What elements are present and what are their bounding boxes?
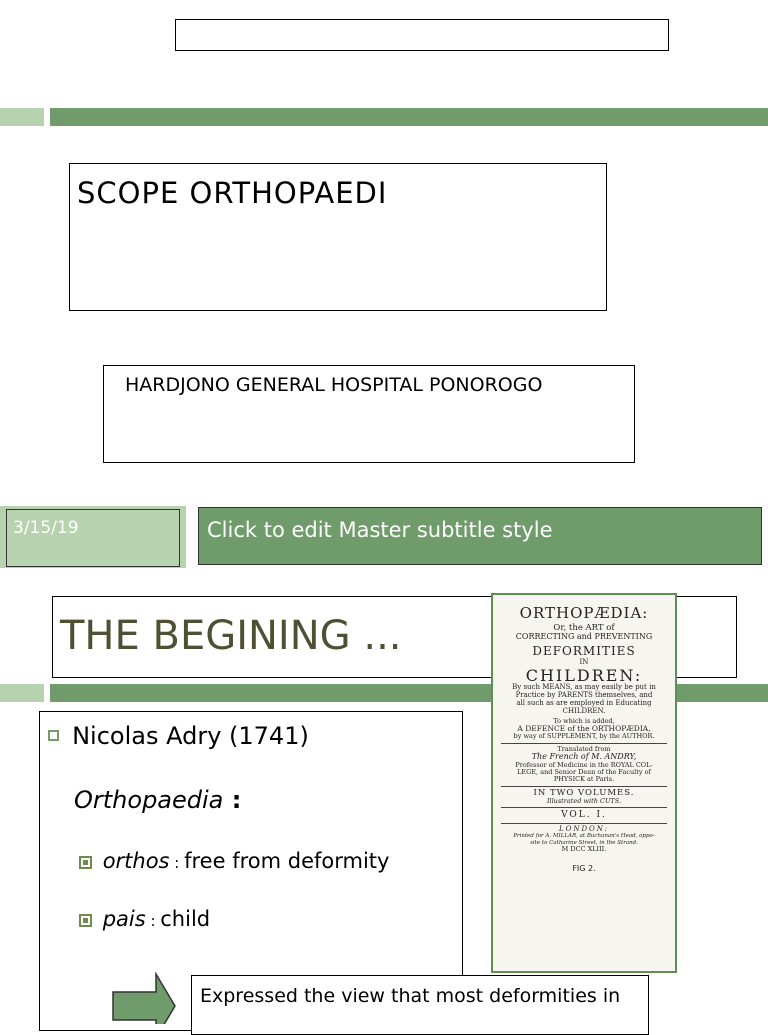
pais-meaning: child	[160, 907, 211, 931]
slide2-title: THE BEGINING ...	[60, 613, 402, 659]
book-line: CHILDREN:	[525, 665, 643, 685]
top-placeholder-box	[175, 19, 669, 51]
book-line: LONDON:	[558, 824, 610, 833]
book-line: IN	[579, 657, 589, 666]
book-line: LEGE, and Senior Dean of the Faculty of	[517, 768, 651, 777]
book-line: all such as are employed in Educating	[516, 699, 652, 708]
slide-title: SCOPE ORTHOPAEDI	[77, 176, 388, 210]
book-line: To which is added,	[553, 716, 615, 725]
book-title: ORTHOPÆDIA:	[519, 604, 649, 622]
book-line: M DCC XLIII.	[561, 844, 607, 853]
book-rule	[501, 807, 667, 808]
book-line: PHYSICK at Paris.	[553, 775, 615, 784]
right-arrow-icon	[112, 972, 176, 1024]
bullet-square-icon	[48, 730, 59, 741]
orthos-meaning: free from deformity	[184, 849, 390, 873]
book-rule	[501, 743, 667, 744]
book-line: Illustrated with CUTS.	[546, 797, 622, 806]
orthopaedia-term	[74, 786, 241, 814]
book-line: Professor of Medicine in the ROYAL COL-	[515, 760, 653, 769]
date-label: 3/15/19	[13, 518, 79, 538]
pais-term: pais	[102, 907, 146, 931]
master-subtitle-box[interactable]	[198, 507, 762, 565]
book-line: A DEFENCE of the ORTHOPÆDIA,	[517, 724, 651, 734]
subtitle-box[interactable]	[103, 365, 635, 463]
book-line: by way of SUPPLEMENT, by the AUTHOR.	[513, 732, 655, 741]
header-band-left	[0, 108, 44, 126]
book-title-page-image	[491, 593, 677, 973]
header-band-right	[50, 108, 768, 126]
book-line: CHILDREN.	[562, 706, 606, 715]
sub-bullet-orthos	[79, 849, 389, 873]
callout-text: Expressed the view that most deformities in	[200, 985, 621, 1007]
book-line: Practice by PARENTS themselves, and	[515, 691, 653, 700]
book-line: site to Catharine Street, in the Strand.	[530, 839, 638, 846]
orthos-sep: :	[169, 854, 185, 872]
book-line: By such MEANS, as may easily be put in	[512, 683, 656, 692]
book-rule	[501, 823, 667, 824]
bullet-nicolas	[48, 722, 309, 750]
book-line: IN TWO VOLUMES.	[533, 787, 635, 798]
filled-square-icon	[79, 856, 92, 869]
book-line: Printed for A. MILLAR, at Buchanan's Head, oppo-	[513, 833, 655, 840]
sub-bullet-pais	[79, 907, 210, 931]
date-box	[6, 509, 180, 567]
title-box[interactable]	[69, 163, 607, 311]
master-subtitle-text: Click to edit Master subtitle style	[207, 518, 553, 542]
book-line: DEFORMITIES	[532, 644, 636, 659]
book-line: Or, the ART of	[553, 622, 615, 633]
book-line: VOL. I.	[561, 810, 607, 821]
book-caption: FIG 2.	[572, 863, 596, 873]
callout-box[interactable]	[191, 975, 649, 1035]
orthos-term: orthos	[102, 849, 170, 873]
book-line: The French of M. ANDRY,	[531, 751, 637, 761]
orthopaedia-word: Orthopaedia	[74, 786, 224, 814]
book-rule	[501, 786, 667, 787]
slide2-band-left	[0, 684, 44, 702]
pais-sep: :	[145, 912, 161, 930]
hospital-name: HARDJONO GENERAL HOSPITAL PONOROGO	[125, 374, 543, 396]
bullet-nicolas-text: Nicolas Adry (1741)	[72, 722, 309, 750]
book-line: CORRECTING and PREVENTING	[515, 632, 653, 642]
filled-square-icon	[79, 914, 92, 927]
orthopaedia-colon: :	[223, 786, 242, 814]
book-line: Translated from	[557, 744, 611, 753]
